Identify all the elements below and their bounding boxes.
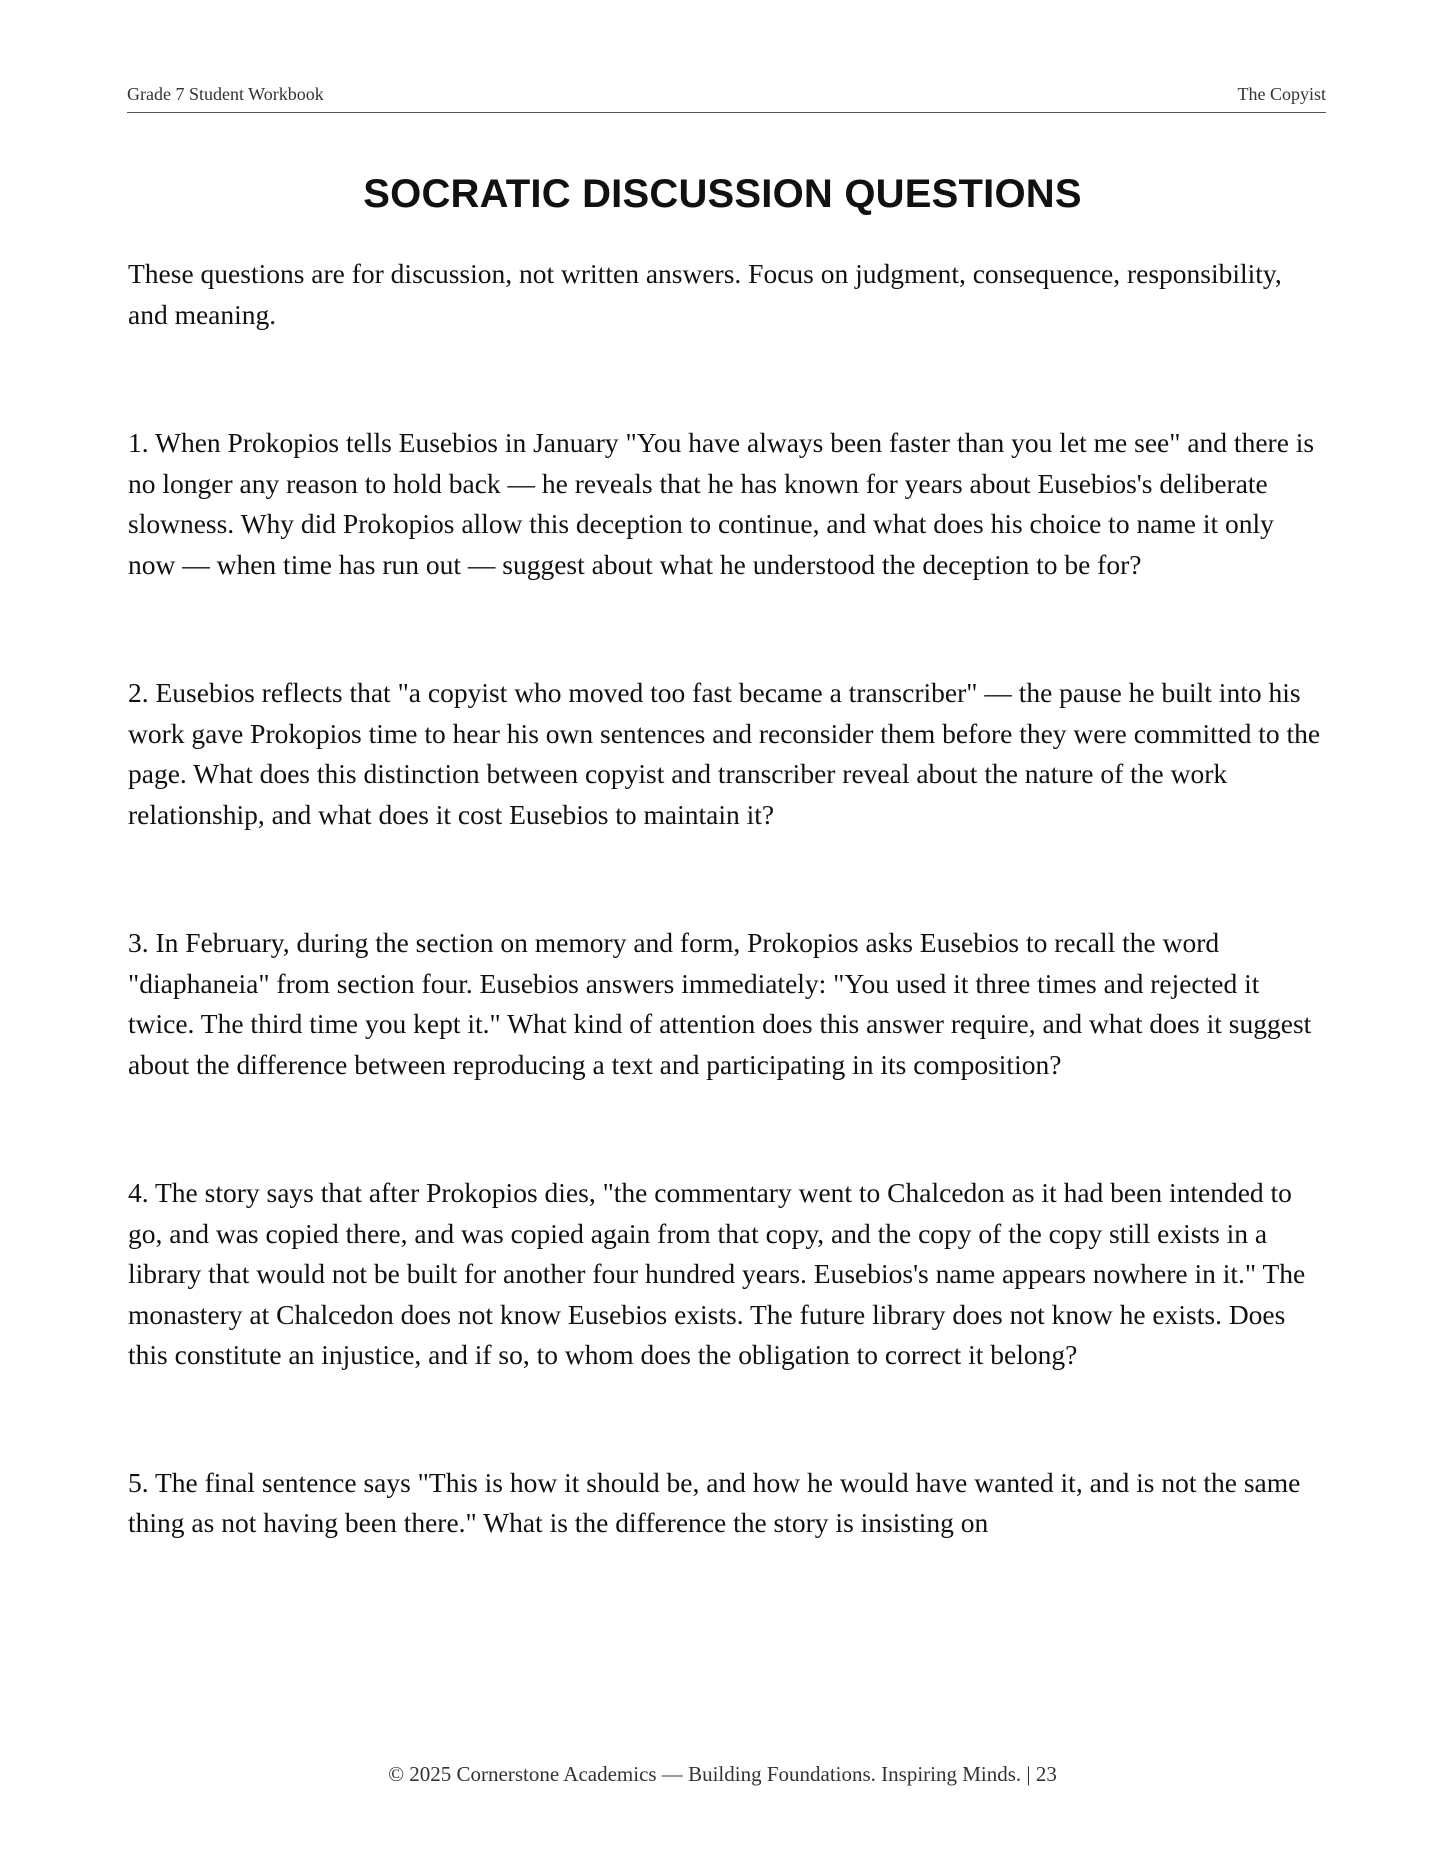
- intro-paragraph: These questions are for discussion, not written answers. Focus on judgment, consequence, responsibility, and meaning.: [128, 258, 1282, 330]
- page-header: [127, 84, 1326, 113]
- question-1: 1. When Prokopios tells Eusebios in January "You have always been faster than you let me see" and there is no longer any reason to hold back — he reveals that he has known for years about Eusebios's deliberate slowness. Why did Prokopios allow this deception to continue, and what does his choice to name it only now — when time has run out — suggest about what he understood the deception to be for?: [128, 427, 1315, 580]
- question-3: 3. In February, during the section on memory and form, Prokopios asks Eusebios to recall the word "diaphaneia" from section four. Eusebios answers immediately: "You used it three times and rejected it twice. The third time you kept it." What kind of attention does this answer require, and what does it suggest about the difference between reproducing a text and participating in its composition?: [128, 927, 1312, 1080]
- question-4: 4. The story says that after Prokopios dies, "the commentary went to Chalcedon as it had been intended to go, and was copied there, and was copied again from that copy, and the copy of the copy still exists in a library that would not be built for another four hundred years. Eusebios's name appears nowhere in it." The monastery at Chalcedon does not know Eusebios exists. The future library does not know he exists. Does this constitute an injustice, and if so, to whom does the obligation to correct it belong?: [128, 1177, 1306, 1370]
- page-content: [128, 254, 1324, 1544]
- header-workbook-label: Grade 7 Student Workbook: [127, 84, 324, 104]
- header-story-title: The Copyist: [1237, 84, 1326, 104]
- question-5: 5. The final sentence says "This is how it should be, and how he would have wanted it, and is not the same thing as not having been there." What is the difference the story is insisting on: [128, 1466, 1301, 1538]
- question-list: [128, 423, 1324, 1544]
- page-title: SOCRATIC DISCUSSION QUESTIONS: [363, 172, 1082, 216]
- question-2: 2. Eusebios reflects that "a copyist who moved too fast became a transcriber" — the pause he built into his work gave Prokopios time to hear his own sentences and reconsider them before they were committed to the page. What does this distinction between copyist and transcriber reveal about the nature of the work relationship, and what does it cost Eusebios to maintain it?: [128, 677, 1321, 830]
- page-footer: © 2025 Cornerstone Academics — Building Foundations. Inspiring Minds. | 23: [388, 1762, 1057, 1786]
